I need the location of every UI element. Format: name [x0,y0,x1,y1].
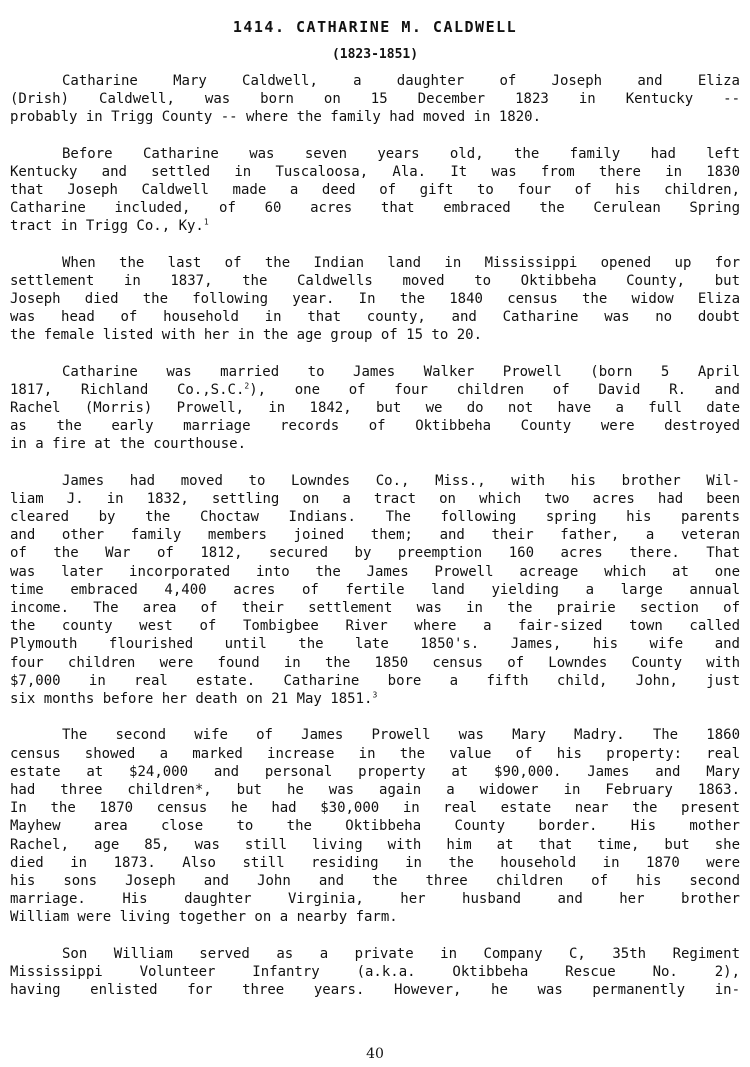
text-line: census showed a marked increase in the value of his property: real [10,745,740,762]
text-line: Before Catharine was seven years old, the family had left [62,145,740,162]
text-line: and other family members joined them; and their father, a veteran [10,527,740,544]
text-line: estate at $24,000 and personal property at $90,000. James and Mary [10,763,740,780]
text-line: marriage. His daughter Virginia, her husband and her brother [10,891,740,908]
text-fragment: ), one of four children of David R. and [249,381,740,398]
text-line: in a fire at the courthouse. [10,436,247,453]
text-fragment: 1817, Richland Co.,S.C. [10,381,245,398]
text-line [10,381,740,399]
text-line: the female listed with her in the age group of 15 to 20. [10,327,483,344]
text-line: Plymouth flourished until the late 1850's. James, his wife and [10,636,740,653]
text-line: time embraced 4,400 acres of fertile land yielding a large annual [10,581,740,598]
page-number: 40 [366,1046,384,1062]
text-line: the county west of Tombigbee River where a fair-sized town called [10,618,740,635]
text-line: When the last of the Indian land in Mississippi opened up for [62,254,740,271]
text-line: income. The area of their settlement was in the prairie section of [10,600,740,617]
text-line: Mississippi Volunteer Infantry (a.k.a. Oktibbeha Rescue No. 2), [10,963,740,980]
footnote-marker: 3 [372,690,378,700]
text-line [10,217,740,235]
text-line: four children were found in the 1850 census of Lowndes County with [10,654,740,671]
text-line: cleared by the Choctaw Indians. The following spring his parents [10,509,740,526]
text-line: Mayhew area close to the Oktibbeha County border. His mother [10,818,740,835]
text-line: James had moved to Lowndes Co., Miss., with his brother Wil- [62,472,740,489]
text-line: The second wife of James Prowell was Mary Madry. The 1860 [62,727,740,744]
paragraph-birth [10,72,740,127]
text-line: Rachel (Morris) Prowell, in 1842, but we do not have a full date [10,400,740,417]
text-line: Catharine was married to James Walker Prowell (born 5 April [62,363,740,380]
footnote-marker: 2 [244,381,250,391]
text-line: (Drish) Caldwell, was born on 15 December 1823 in Kentucky -- [10,91,740,108]
text-line: liam J. in 1832, settling on a tract on which two acres had been [10,490,740,507]
paragraph-mississippi [10,254,740,345]
text-line: William were living together on a nearby farm. [10,909,398,926]
text-line: was head of household in that county, and Catharine was no doubt [10,309,740,326]
footnote-marker: 1 [203,217,209,227]
text-line: was later incorporated into the James Prowell acreage which at one [10,563,740,580]
paragraph-lowndes [10,472,740,709]
text-line: In the 1870 census he had $30,000 in real estate near the present [10,800,740,817]
document-page [10,14,740,1017]
text-line: Catharine Mary Caldwell, a daughter of Joseph and Eliza [62,73,740,89]
text-fragment: tract in Trigg Co., Ky. [10,218,204,235]
paragraph-second-wife [10,726,740,926]
text-line: his sons Joseph and John and the three children of his second [10,872,740,889]
text-line: $7,000 in real estate. Catharine bore a fifth child, John, just [10,672,740,689]
paragraph-marriage [10,363,740,454]
life-dates: (1823-1851) [331,47,419,62]
text-line: Kentucky and settled in Tuscaloosa, Ala. It was from there in 1830 [10,163,740,180]
paragraph-son-william [10,945,740,1000]
text-line: died in 1873. Also still residing in the household in 1870 were [10,854,740,871]
text-line: probably in Trigg County -- where the family had moved in 1820. [10,109,542,126]
paragraph-move-alabama [10,145,740,236]
text-line: of the War of 1812, secured by preemption 160 acres there. That [10,545,740,562]
text-line: as the early marriage records of Oktibbeha County were destroyed [10,418,740,435]
text-line: having enlisted for three years. However, he was permanently in- [10,981,740,998]
text-line: Catharine included, of 60 acres that embraced the Cerulean Spring [10,200,740,217]
text-fragment: six months before her death on 21 May 1851. [10,691,373,708]
text-line: Rachel, age 85, was still living with him at that time, but she [10,836,740,853]
text-line [10,690,740,708]
text-line: Son William served as a private in Company C, 35th Regiment [62,945,740,962]
page-title: 1414. CATHARINE M. CALDWELL [232,18,518,36]
text-line: that Joseph Caldwell made a deed of gift to four of his children, [10,182,740,199]
text-line: had three children*, but he was again a widower in February 1863. [10,781,740,798]
text-line: settlement in 1837, the Caldwells moved to Oktibbeha County, but [10,272,740,289]
text-line: Joseph died the following year. In the 1840 census the widow Eliza [10,291,740,308]
